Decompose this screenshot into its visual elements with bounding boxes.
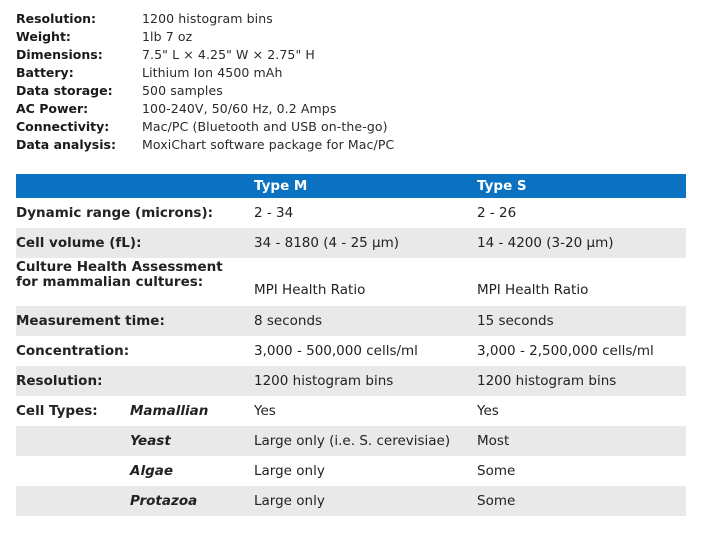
header-type-m: Type M bbox=[254, 178, 308, 194]
spec-value: Lithium Ion 4500 mAh bbox=[142, 65, 283, 80]
spec-value: 500 samples bbox=[142, 83, 223, 98]
table-row-cell-types-algae bbox=[16, 456, 686, 486]
type-m-value: 34 - 8180 (4 - 25 μm) bbox=[254, 235, 400, 251]
row-label: Measurement time: bbox=[16, 313, 165, 329]
cell-type-name: Yeast bbox=[130, 433, 171, 449]
spec-row-weight bbox=[16, 28, 394, 46]
spec-value: 1200 histogram bins bbox=[142, 11, 273, 26]
type-m-value: 2 - 34 bbox=[254, 205, 294, 221]
type-s-value: 3,000 - 2,500,000 cells/ml bbox=[477, 343, 654, 359]
type-s-value: 1200 histogram bins bbox=[477, 373, 617, 389]
row-label: Cell volume (fL): bbox=[16, 235, 142, 251]
type-m-value: Yes bbox=[254, 403, 276, 419]
header-type-s: Type S bbox=[477, 178, 527, 194]
spec-row-data-storage bbox=[16, 82, 394, 100]
cell-type-name: Protazoa bbox=[130, 493, 198, 509]
row-label: Resolution: bbox=[16, 373, 103, 389]
table-row-resolution bbox=[16, 366, 686, 396]
spec-label: AC Power: bbox=[16, 101, 89, 116]
cell-type-name: Mamallian bbox=[130, 403, 209, 419]
table-row-dynamic-range bbox=[16, 198, 686, 228]
specifications-list bbox=[16, 10, 394, 154]
table-row-concentration bbox=[16, 336, 686, 366]
spec-value: MoxiChart software package for Mac/PC bbox=[142, 137, 395, 152]
spec-label: Connectivity: bbox=[16, 119, 110, 134]
comparison-table bbox=[16, 174, 686, 516]
type-s-value: Yes bbox=[477, 403, 499, 419]
type-m-value: MPI Health Ratio bbox=[254, 282, 366, 298]
table-row-measurement-time bbox=[16, 306, 686, 336]
spec-label: Dimensions: bbox=[16, 47, 103, 62]
spec-value: 100-240V, 50/60 Hz, 0.2 Amps bbox=[142, 101, 337, 116]
spec-row-battery bbox=[16, 64, 394, 82]
type-s-value: 15 seconds bbox=[477, 313, 554, 329]
type-m-value: 1200 histogram bins bbox=[254, 373, 394, 389]
table-row-cell-volume bbox=[16, 228, 686, 258]
row-label: Dynamic range (microns): bbox=[16, 205, 214, 221]
spec-value: Mac/PC (Bluetooth and USB on-the-go) bbox=[142, 119, 388, 134]
spec-value: 1lb 7 oz bbox=[142, 29, 193, 44]
type-s-value: Some bbox=[477, 493, 516, 509]
type-s-value: Some bbox=[477, 463, 516, 479]
row-label-line1: Culture Health Assessment bbox=[16, 259, 223, 275]
row-label bbox=[16, 260, 223, 290]
spec-row-connectivity bbox=[16, 118, 394, 136]
type-m-value: 3,000 - 500,000 cells/ml bbox=[254, 343, 418, 359]
spec-label: Weight: bbox=[16, 29, 71, 44]
type-s-value: MPI Health Ratio bbox=[477, 282, 589, 298]
type-s-value: 14 - 4200 (3-20 μm) bbox=[477, 235, 614, 251]
spec-label: Battery: bbox=[16, 65, 74, 80]
spec-row-resolution bbox=[16, 10, 394, 28]
row-label-line2: for mammalian cultures: bbox=[16, 274, 204, 290]
table-header bbox=[16, 174, 686, 198]
spec-label: Resolution: bbox=[16, 11, 97, 26]
type-m-value: 8 seconds bbox=[254, 313, 323, 329]
type-m-value: Large only bbox=[254, 463, 325, 479]
type-m-value: Large only bbox=[254, 493, 325, 509]
spec-row-data-analysis bbox=[16, 136, 394, 154]
type-m-value: Large only (i.e. S. cerevisiae) bbox=[254, 433, 451, 449]
table-row-cell-types-protazoa bbox=[16, 486, 686, 516]
row-label: Concentration: bbox=[16, 343, 130, 359]
table-row-culture-health bbox=[16, 258, 686, 306]
spec-label: Data analysis: bbox=[16, 137, 116, 152]
type-s-value: Most bbox=[477, 433, 510, 449]
table-row-cell-types-yeast bbox=[16, 426, 686, 456]
cell-type-name: Algae bbox=[130, 463, 174, 479]
spec-label: Data storage: bbox=[16, 83, 113, 98]
spec-row-ac-power bbox=[16, 100, 394, 118]
spec-value: 7.5" L × 4.25" W × 2.75" H bbox=[142, 47, 315, 62]
row-label: Cell Types: bbox=[16, 403, 98, 419]
type-s-value: 2 - 26 bbox=[477, 205, 517, 221]
spec-row-dimensions bbox=[16, 46, 394, 64]
table-row-cell-types-mamallian bbox=[16, 396, 686, 426]
